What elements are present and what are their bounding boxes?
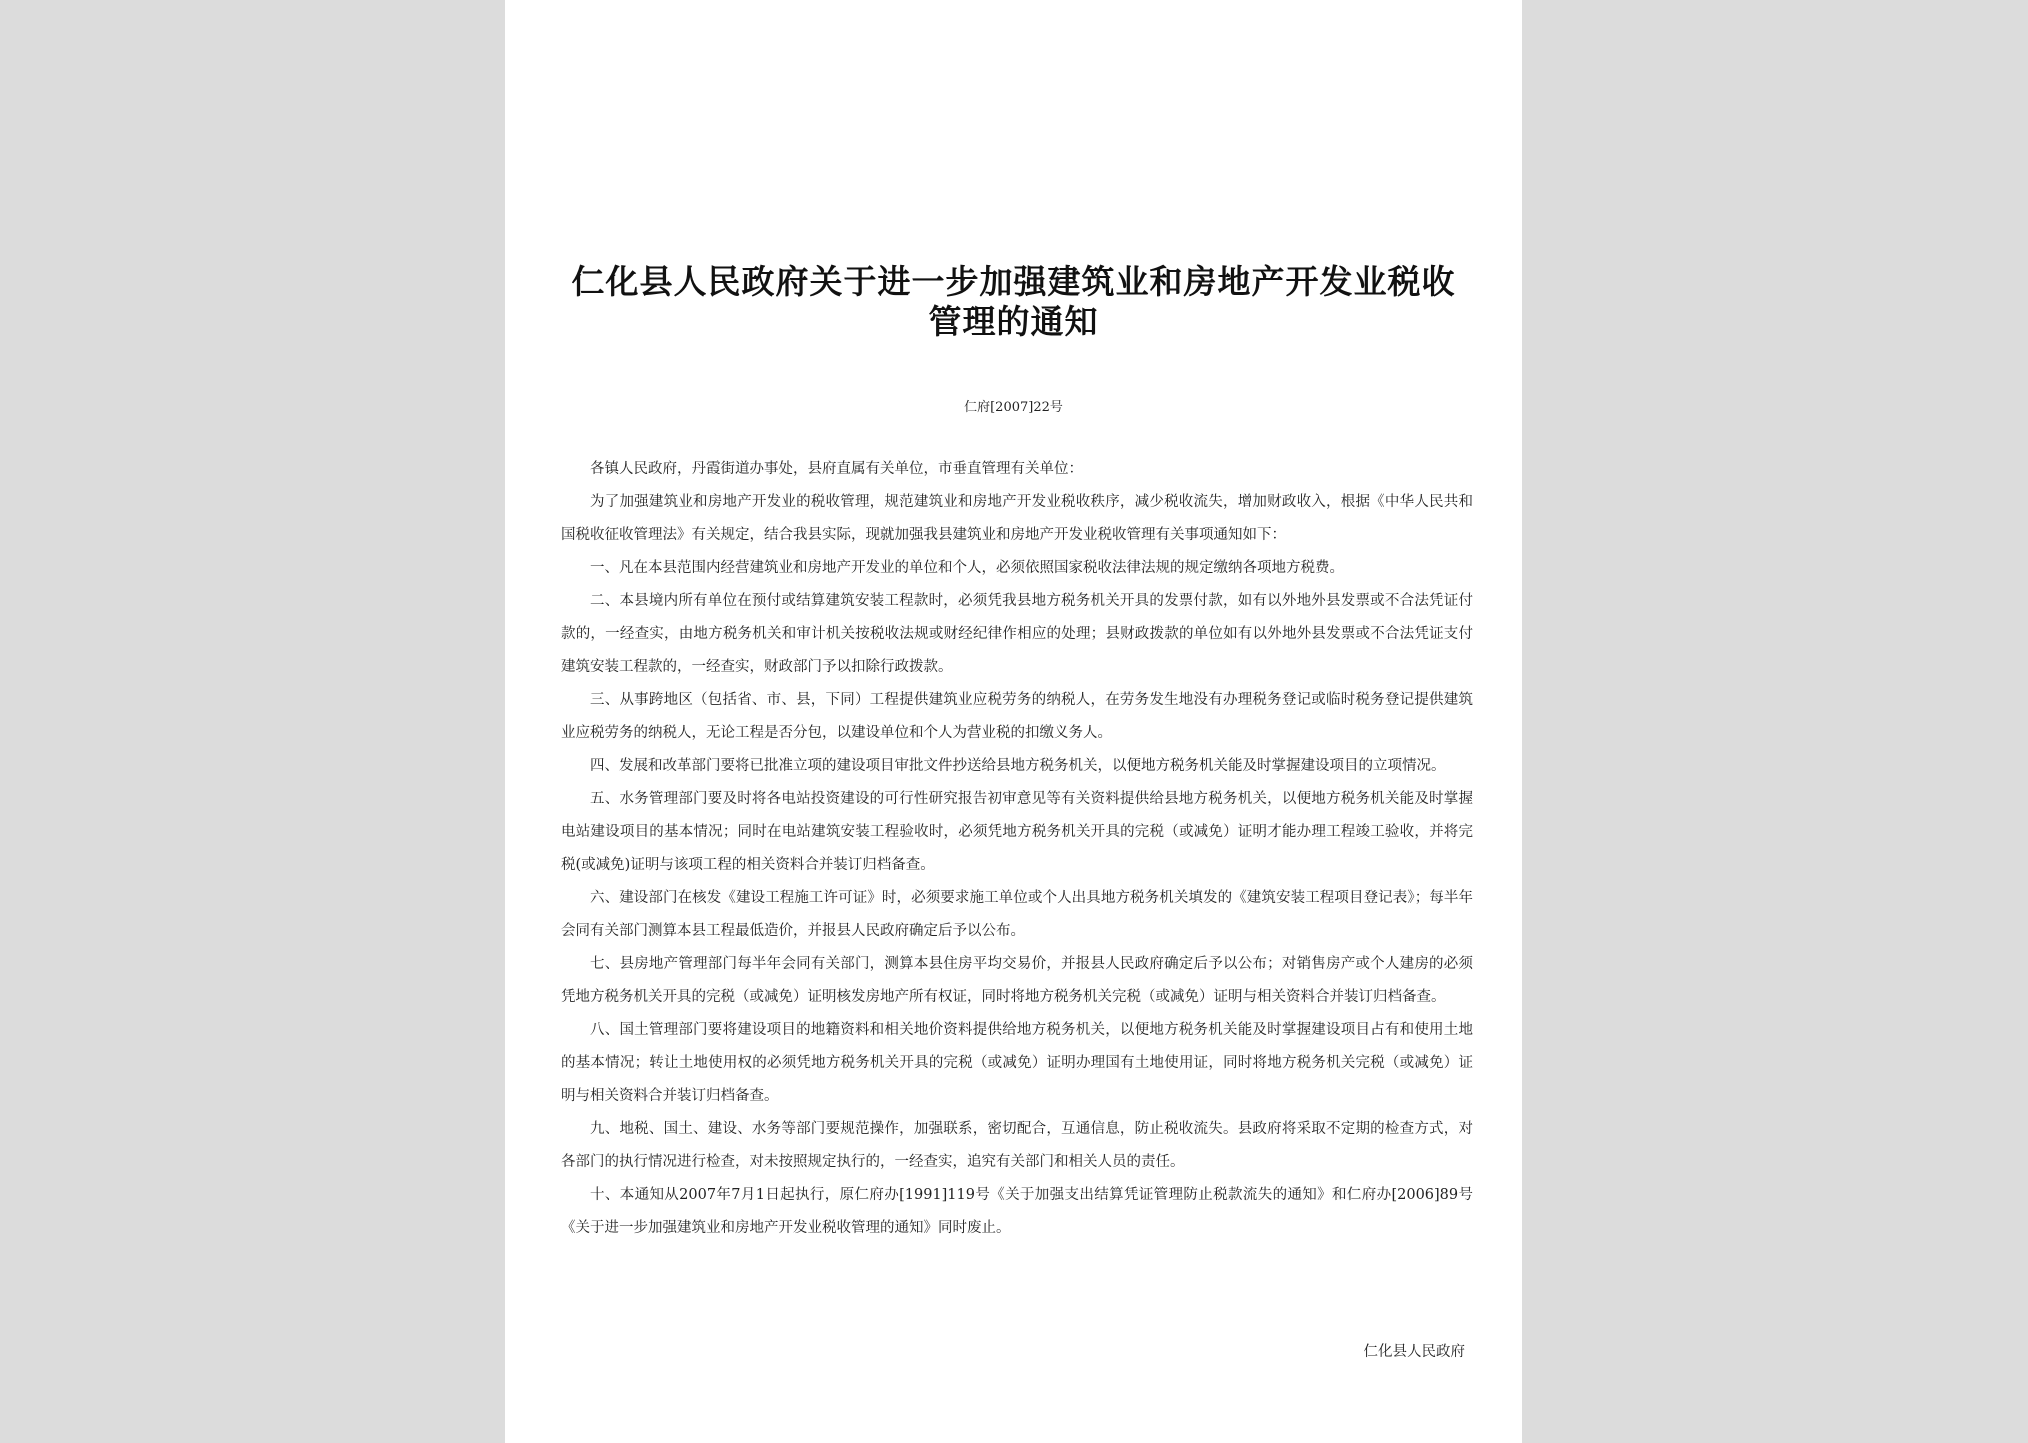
- item-paragraph: 一、凡在本县范围内经营建筑业和房地产开发业的单位和个人，必须依照国家税收法律法规的规定缴纳各项地方税费。: [590, 560, 1344, 576]
- item-paragraph: 六、建设部门在核发《建设工程施工许可证》时，必须要求施工单位或个人出具地方税务机关填发的《建筑安装工程项目登记表》；每半年会同有关部门测算本县工程最低造价，并报县人民政府确定后予以公布。: [561, 890, 1473, 939]
- item-paragraph: 四、发展和改革部门要将已批准立项的建设项目审批文件抄送给县地方税务机关，以便地方税务机关能及时掌握建设项目的立项情况。: [590, 758, 1446, 774]
- document-body: [561, 453, 1473, 1245]
- document-page: [505, 0, 1522, 1443]
- item-paragraph: 三、从事跨地区（包括省、市、县，下同）工程提供建筑业应税劳务的纳税人，在劳务发生地没有办理税务登记或临时税务登记提供建筑业应税劳务的纳税人，无论工程是否分包，以建设单位和个人为营业税的扣缴义务人。: [561, 692, 1473, 741]
- signature: 仁化县人民政府: [1363, 1344, 1465, 1360]
- item-paragraph: 八、国土管理部门要将建设项目的地籍资料和相关地价资料提供给地方税务机关，以便地方税务机关能及时掌握建设项目占有和使用土地的基本情况；转让土地使用权的必须凭地方税务机关开具的完税（或减免）证明办理国有土地使用证，同时将地方税务机关完税（或减免）证明与相关资料合并装订归档备查。: [561, 1022, 1473, 1104]
- salutation: 各镇人民政府，丹霞街道办事处，县府直属有关单位，市垂直管理有关单位：: [590, 461, 1083, 477]
- item-paragraph: 九、地税、国土、建设、水务等部门要规范操作，加强联系，密切配合，互通信息，防止税收流失。县政府将采取不定期的检查方式，对各部门的执行情况进行检查，对未按照规定执行的，一经查实，追究有关部门和相关人员的责任。: [561, 1121, 1473, 1170]
- item-paragraph: 十、本通知从2007年7月1日起执行，原仁府办[1991]119号《关于加强支出结算凭证管理防止税款流失的通知》和仁府办[2006]89号《关于进一步加强建筑业和房地产开发业税收管理的通知》同时废止。: [561, 1187, 1473, 1236]
- item-paragraph: 五、水务管理部门要及时将各电站投资建设的可行性研究报告初审意见等有关资料提供给县地方税务机关，以便地方税务机关能及时掌握电站建设项目的基本情况；同时在电站建筑安装工程验收时，必须凭地方税务机关开具的完税（或减免）证明才能办理工程竣工验收，并将完税(或减免)证明与该项工程的相关资料合并装订归档备查。: [561, 791, 1473, 873]
- document-number: 仁府[2007]22号: [964, 400, 1063, 415]
- item-paragraph: 二、本县境内所有单位在预付或结算建筑安装工程款时，必须凭我县地方税务机关开具的发票付款，如有以外地外县发票或不合法凭证付款的，一经查实，由地方税务机关和审计机关按税收法规或财经纪律作相应的处理；县财政拨款的单位如有以外地外县发票或不合法凭证支付建筑安装工程款的，一经查实，财政部门予以扣除行政拨款。: [561, 593, 1473, 675]
- document-title: 仁化县人民政府关于进一步加强建筑业和房地产开发业税收管理的通知: [571, 262, 1456, 341]
- item-paragraph: 七、县房地产管理部门每半年会同有关部门，测算本县住房平均交易价，并报县人民政府确定后予以公布；对销售房产或个人建房的必须凭地方税务机关开具的完税（或减免）证明核发房地产所有权证，同时将地方税务机关完税（或减免）证明与相关资料合并装订归档备查。: [561, 956, 1473, 1005]
- intro-paragraph: 为了加强建筑业和房地产开发业的税收管理，规范建筑业和房地产开发业税收秩序，减少税收流失，增加财政收入，根据《中华人民共和国税收征收管理法》有关规定，结合我县实际，现就加强我县建筑业和房地产开发业税收管理有关事项通知如下：: [561, 494, 1473, 543]
